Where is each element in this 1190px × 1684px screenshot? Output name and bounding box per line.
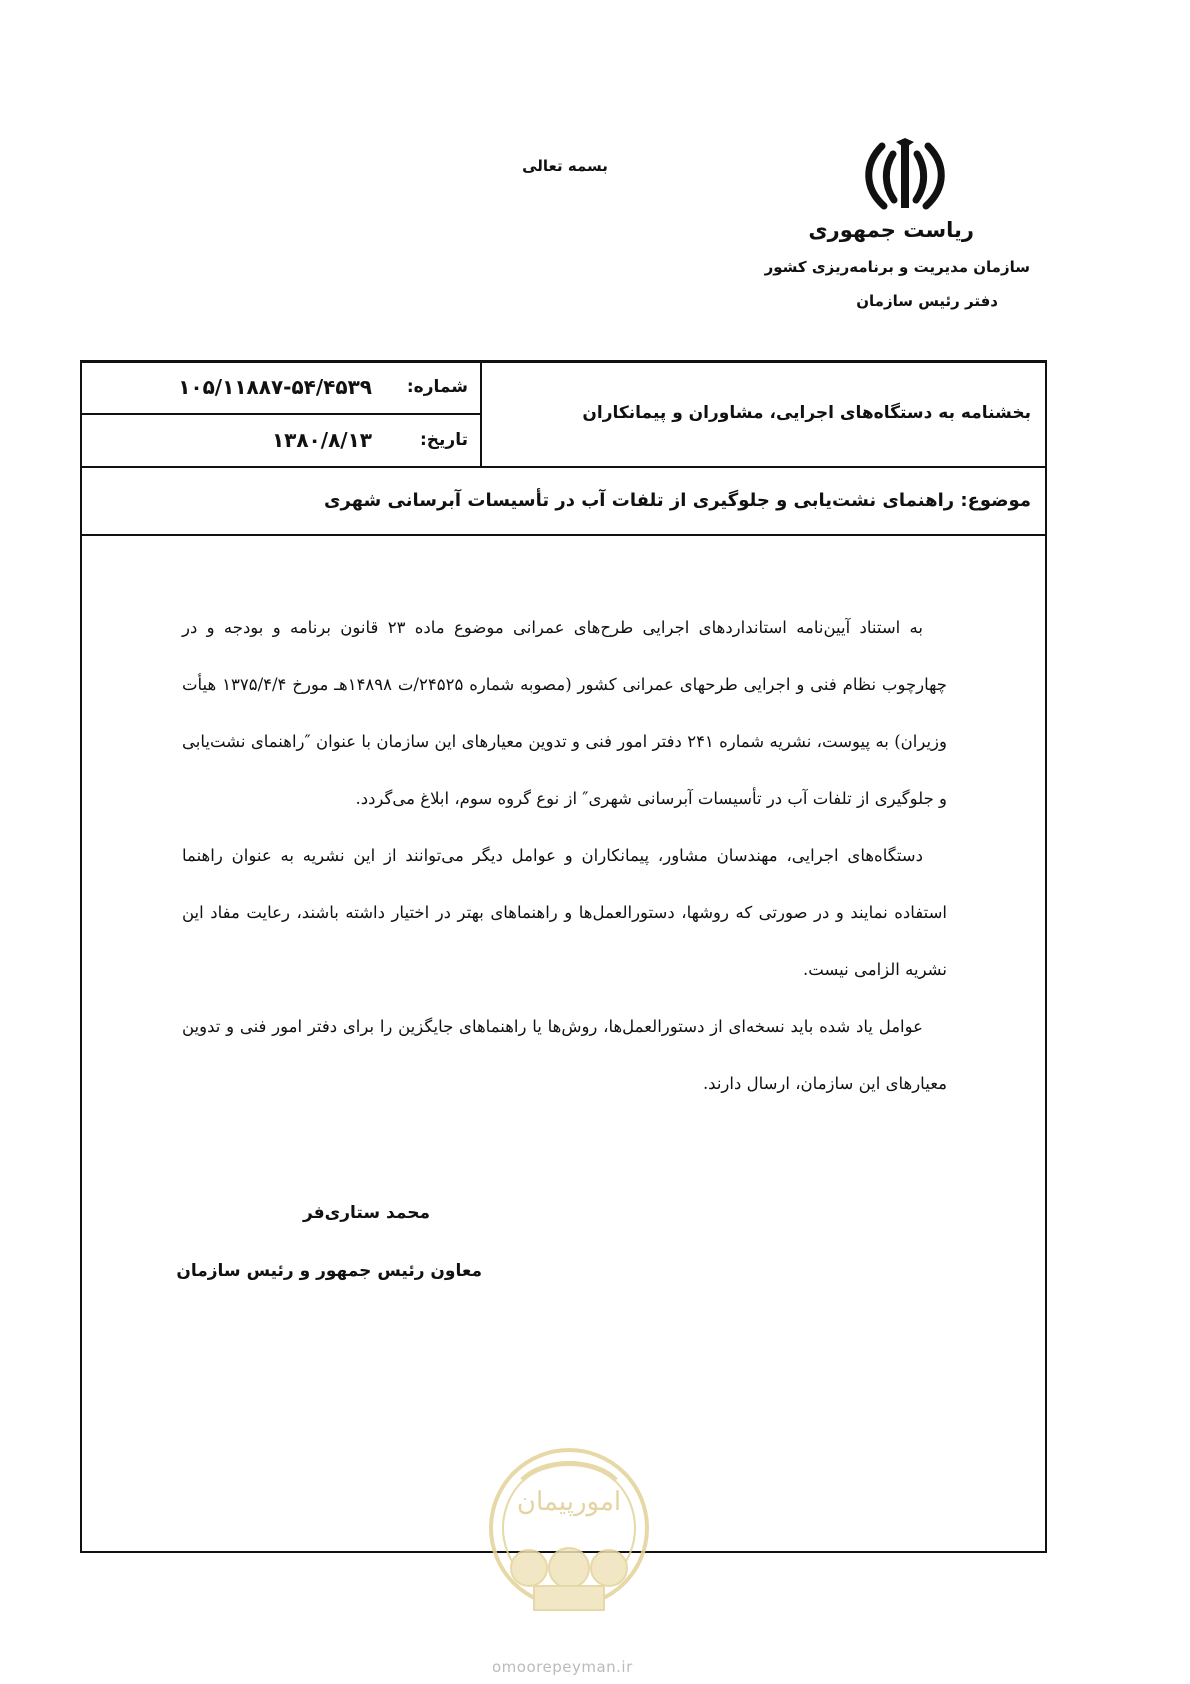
omoorepeyman-seal-icon [484, 1418, 654, 1618]
number-line [82, 363, 480, 415]
bismillah-heading: بسمه تعالی [522, 157, 608, 175]
recipients-line: بخشنامه به دستگاه‌های اجرایی، مشاوران و پیمانکاران [582, 403, 1031, 423]
iran-emblem-icon [860, 138, 950, 214]
date-value: ۱۳۸۰/۸/۱۳ [271, 428, 372, 452]
watermark-logo-text: امورپیمان [516, 1487, 622, 1517]
subject-row [82, 468, 1045, 536]
header-row [82, 363, 1045, 468]
organization-office: دفتر رئیس سازمان [856, 292, 998, 310]
subject-line: موضوع: راهنمای نشت‌یابی و جلوگیری از تلفات آب در تأسیسات آبرسانی شهری [323, 490, 1031, 511]
watermark-url: omoorepeyman.ir [492, 1658, 633, 1676]
signatory-name: محمد ستاری‌فر [302, 1203, 430, 1223]
reference-cell [82, 363, 482, 468]
body-paragraph-1: به استناد آیین‌نامه استانداردهای اجرایی طرح‌های عمرانی موضوع ماده ۲۳ قانون برنامه و بودجه و در چهارچوب نظام فنی و اجرایی طرحهای عمرانی کشور (مصوبه شماره ۲۴۵۲۵/ت ۱۴۸۹۸هـ مورخ ۱۳۷۵/۴/۴ هیأت وزیران) به پیوست، نشریه شماره ۲۴۱ دفتر امور فنی و تدوین معیارهای این سازمان با عنوان ″راهنمای نشت‌یابی و جلوگیری از تلفات آب در تأسیسات آبرسانی شهری″ از نوع گروه سوم، ابلاغ می‌گردد. [182, 618, 947, 808]
date-line [82, 416, 480, 468]
organization-subtitle: سازمان مدیریت و برنامه‌ریزی کشور [764, 258, 1030, 276]
letter-frame [80, 360, 1047, 1553]
organization-name: ریاست جمهوری [808, 218, 974, 242]
number-label: شماره: [406, 377, 468, 397]
body-paragraph-3: عوامل یاد شده باید نسخه‌ای از دستورالعمل‌ها، روش‌ها یا راهنماهای جایگزین را برای دفتر امور فنی و تدوین معیارهای این سازمان، ارسال دارند. [182, 1017, 947, 1093]
body-paragraph-2: دستگاه‌های اجرایی، مهندسان مشاور، پیمانکاران و عوامل دیگر می‌توانند از این نشریه به عنوان راهنما استفاده نمایند و در صورتی که روشها، دستورالعمل‌ها و راهنماهای بهتر در اختیار داشته باشند، رعایت مفاد این نشریه الزامی نیست. [182, 846, 947, 979]
signatory-title: معاون رئیس جمهور و رئیس سازمان [176, 1261, 482, 1281]
number-value: ۱۰۵/۱۱۸۸۷-۵۴/۴۵۳۹ [178, 375, 372, 399]
date-label: تاریخ: [420, 430, 468, 450]
letter-body [182, 599, 947, 1112]
